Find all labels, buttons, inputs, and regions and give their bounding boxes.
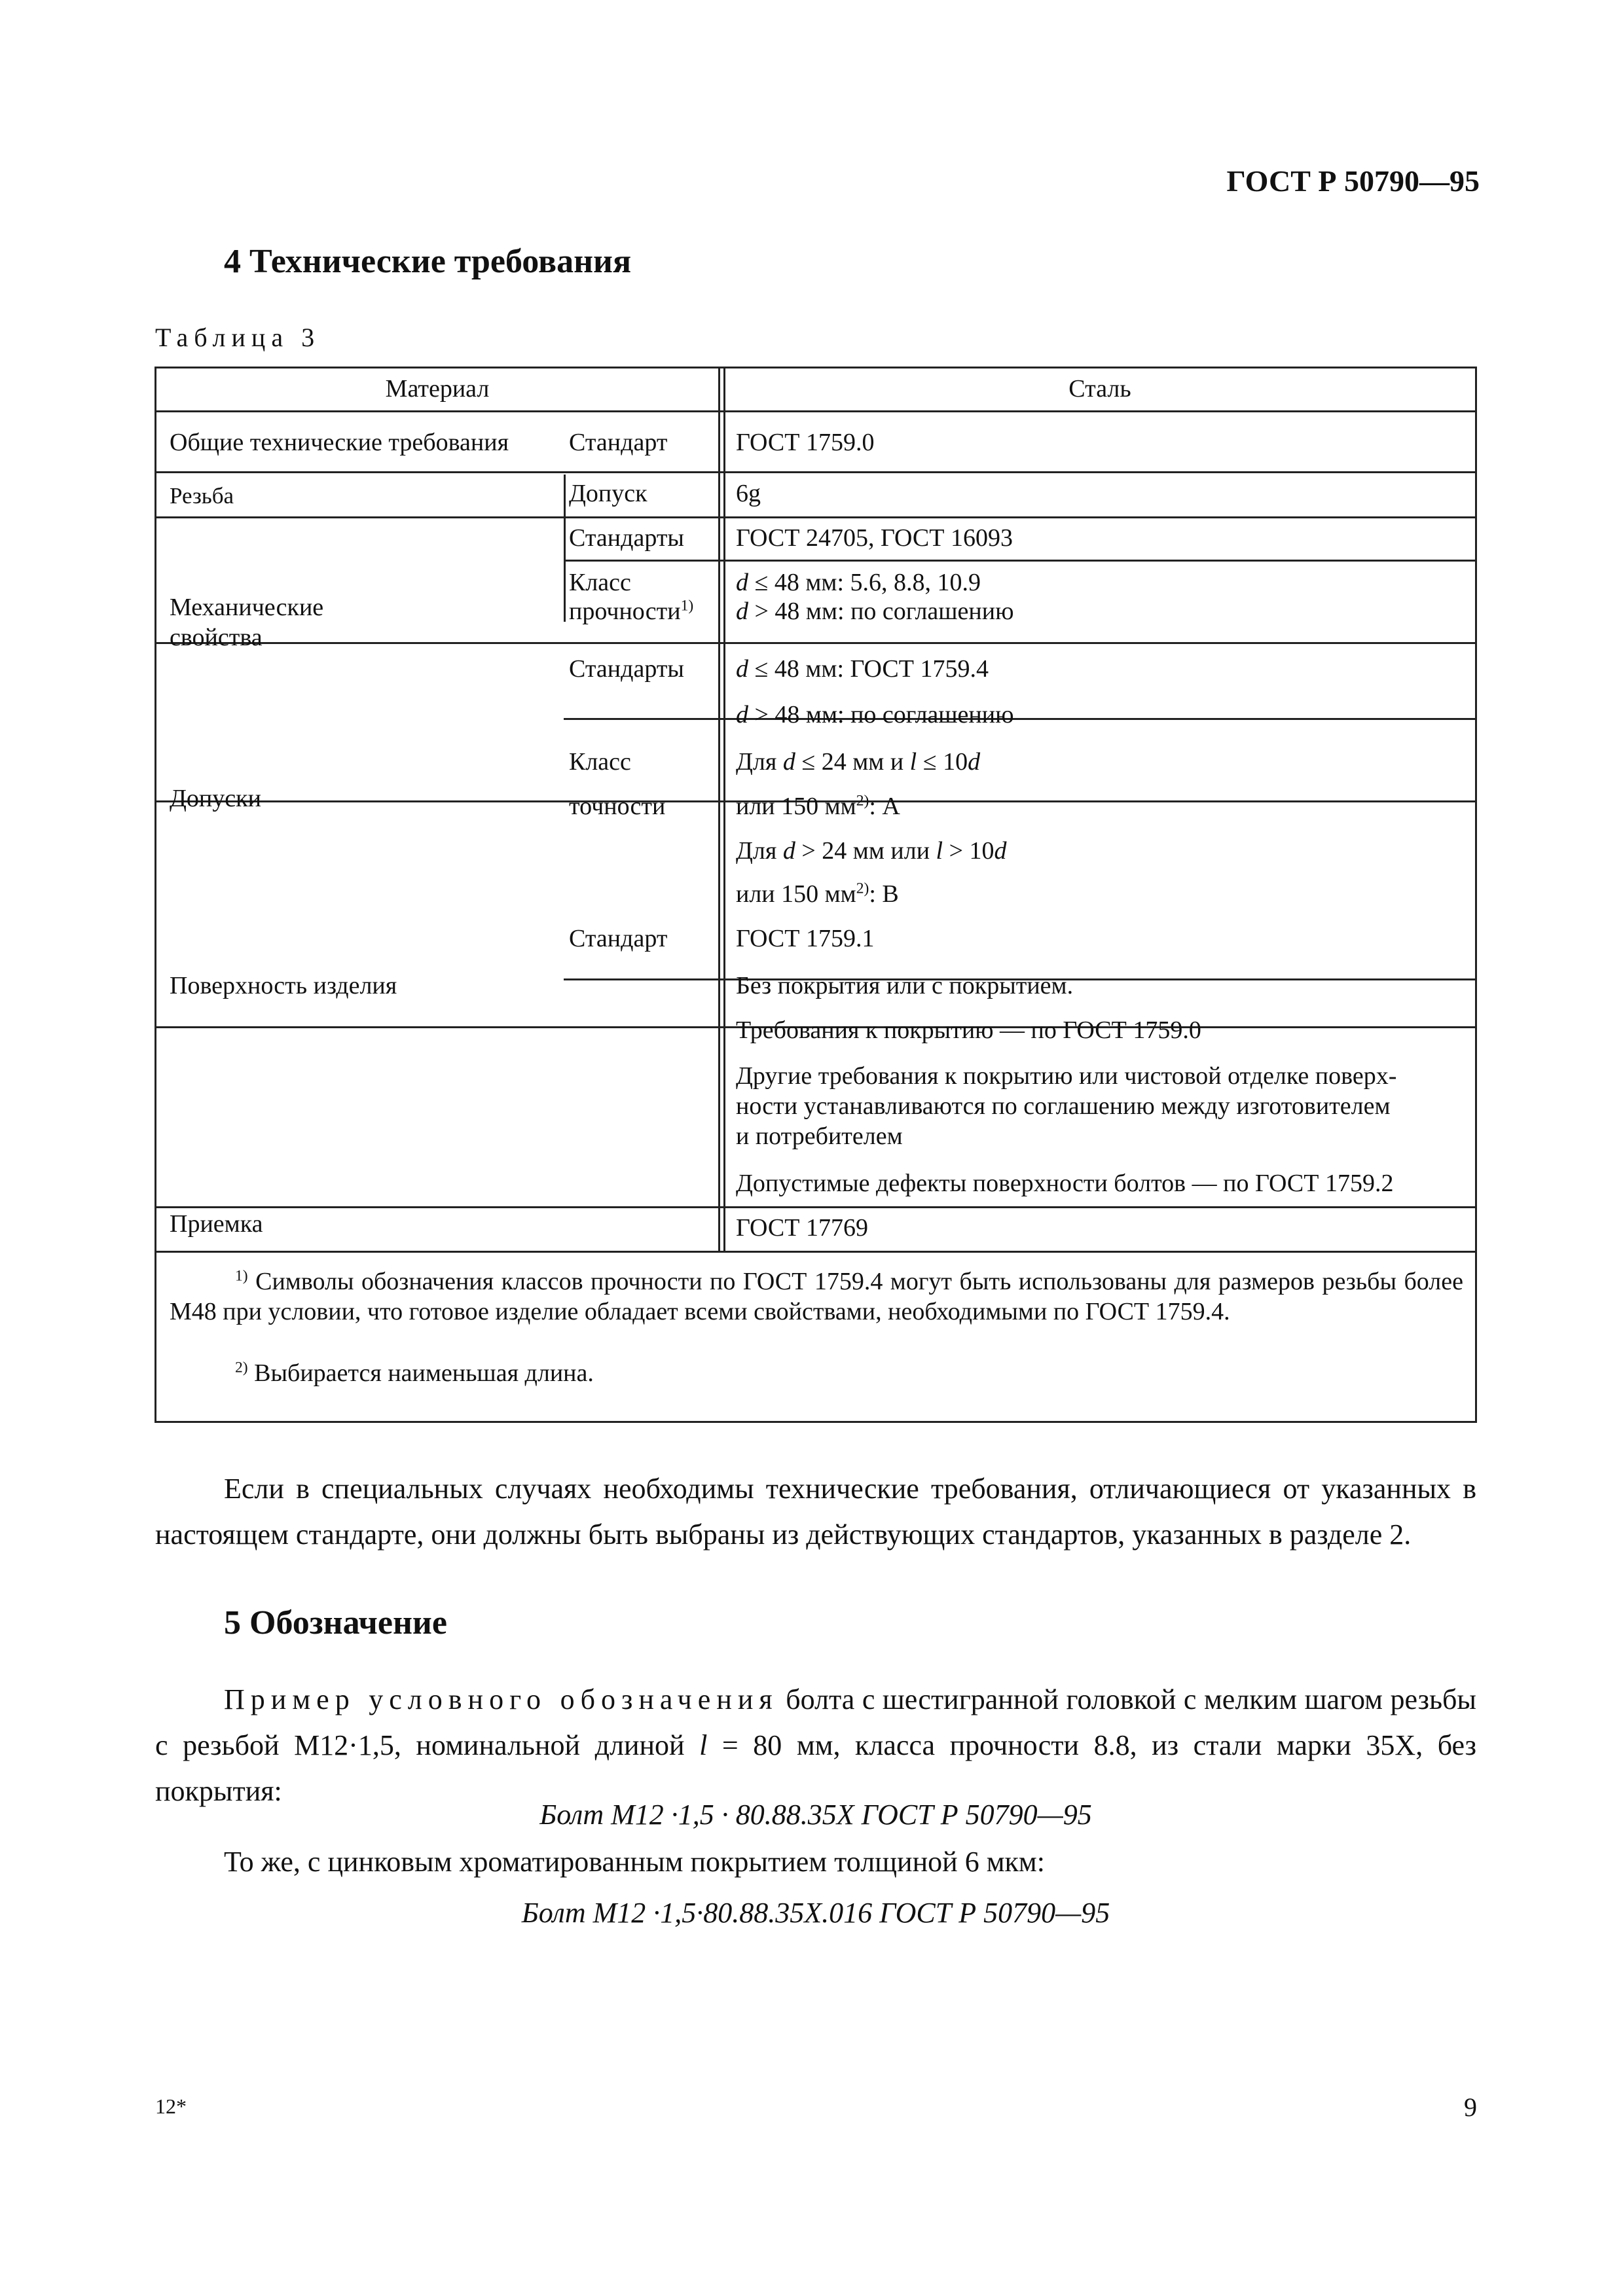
technical-requirements-table <box>155 367 1477 1423</box>
paragraph-same: То же, с цинковым хроматированным покрытием толщиной 6 мкм: <box>224 1846 1045 1878</box>
row-surface-group: Поверхность изделия <box>170 972 397 999</box>
col-divider-b <box>723 368 725 1251</box>
row-mech-std-label: Стандарты <box>569 655 684 683</box>
row-line <box>156 410 1475 412</box>
row-tol-class-l1: Класс <box>569 748 631 776</box>
designation-1: Болт М12 ·1,5 · 80.88.35Х ГОСТ Р 50790—95 <box>539 1799 1092 1831</box>
row-mech-std-value-l1: d ≤ 48 мм: ГОСТ 1759.4 <box>736 655 989 683</box>
row-line <box>564 642 1475 644</box>
section-4-title: 4 Технические требования <box>224 243 632 280</box>
footnote-ref-2: 2) <box>856 792 869 810</box>
footnote-ref-2b: 2) <box>856 880 869 897</box>
row-tol-std-value: ГОСТ 1759.1 <box>736 925 875 952</box>
document-id-header: ГОСТ Р 50790—95 <box>1226 164 1480 198</box>
table-caption: Таблица 3 <box>155 323 321 352</box>
row-thread-std-value: ГОСТ 24705, ГОСТ 16093 <box>736 524 1013 552</box>
row-thread-group: Резьба <box>170 483 234 509</box>
col-divider-a <box>718 368 720 1251</box>
footnote-2: $^{2)}$ Выбирается наименьшая длина. <box>235 1359 594 1387</box>
row-line <box>156 471 1475 473</box>
row-tol-class-l2: точности <box>569 793 666 820</box>
row-surface-p3-l3: и потребителем <box>736 1122 903 1150</box>
header-steel: Сталь <box>1068 375 1131 403</box>
row-surface-p3-l1: Другие требования к покрытию или чистовой отделке поверх- <box>736 1062 1397 1090</box>
row-surface-p3-l2: ности устанавливаются по соглашению между изготовителем <box>736 1092 1391 1120</box>
row-line <box>564 718 1475 720</box>
row-surface-p2: Требования к покрытию — по ГОСТ 1759.0 <box>736 1016 1201 1044</box>
section-5-title: 5 Обозначение <box>224 1604 447 1641</box>
footnote-ref-1: 1) <box>680 597 694 615</box>
row-mech-group-l2: свойства <box>170 624 263 651</box>
row-line <box>156 516 1475 518</box>
row-tol-value-1: Для d ≤ 24 мм и l ≤ 10d <box>736 748 981 776</box>
row-tol-value-3: Для d > 24 мм или l > 10d <box>736 837 1007 865</box>
row-line <box>156 1206 1475 1208</box>
row-line <box>564 560 1475 562</box>
row-line <box>156 1251 1475 1253</box>
row-thread-std-label: Стандарты <box>569 524 684 552</box>
designation-2: Болт М12 ·1,5·80.88.35Х.016 ГОСТ Р 50790—95 <box>521 1897 1110 1929</box>
row-mech-group-l1: Механические <box>170 594 324 621</box>
row-general-group: Общие технические требования <box>170 429 509 456</box>
row-mech-class-value-l1: d ≤ 48 мм: 5.6, 8.8, 10.9 <box>736 569 981 596</box>
paragraph-special-cases: Если в специальных случаях необходимы технические требования, отличающиеся от указанных в настоящем стандарте, они должны быть выбраны из действующих стандартов, указанных в разделе 2. <box>155 1473 1476 1551</box>
row-mech-class-l1: Класс <box>569 569 631 596</box>
row-surface-p4: Допустимые дефекты поверхности болтов — по ГОСТ 1759.2 <box>736 1170 1394 1197</box>
row-thread-tol-value: 6g <box>736 480 761 507</box>
row-tol-group: Допуски <box>170 785 261 812</box>
row-acceptance-group: Приемка <box>170 1210 263 1238</box>
row-tol-value-4: или 150 $мм^{2)}$: В <box>736 880 899 908</box>
row-tol-std-label: Стандарт <box>569 925 668 952</box>
row-mech-class-l2: прочности$^{1)}$ <box>569 597 694 625</box>
row-tol-value-2: или 150 $мм^{2)}$: А <box>736 792 900 820</box>
page-number: 9 <box>1464 2092 1477 2122</box>
row-mech-std-value-l2: d > 48 мм: по соглашению <box>736 701 1014 728</box>
row-mech-class-value-l2: d > 48 мм: по соглашению <box>736 598 1014 625</box>
footer-left-mark: 12* <box>155 2094 187 2118</box>
row-surface-p1: Без покрытия или с покрытием. <box>736 972 1074 999</box>
footnote-1: $^{1)}$ Символы обозначения классов прочности по ГОСТ 1759.4 могут быть использованы для размеров резьбы более М48 при условии, что готовое изделие обладает всеми свойствами, необходимыми по ГОСТ 1759.4. <box>170 1267 1463 1325</box>
row-general-value: ГОСТ 1759.0 <box>736 429 875 456</box>
row-thread-tol-label: Допуск <box>569 480 647 507</box>
row-general-label: Стандарт <box>569 429 668 456</box>
sublabel-divider <box>564 475 566 622</box>
paragraph-example: Пример условного обозначения болта с шестигранной головкой с мелким шагом резьбы с резьбой М12·1,5, номинальной длиной l = 80 мм, класса прочности 8.8, из стали марки 35Х, без покрытия: <box>155 1683 1476 1807</box>
row-acceptance-value: ГОСТ 17769 <box>736 1214 868 1242</box>
header-material: Материал <box>385 375 490 403</box>
